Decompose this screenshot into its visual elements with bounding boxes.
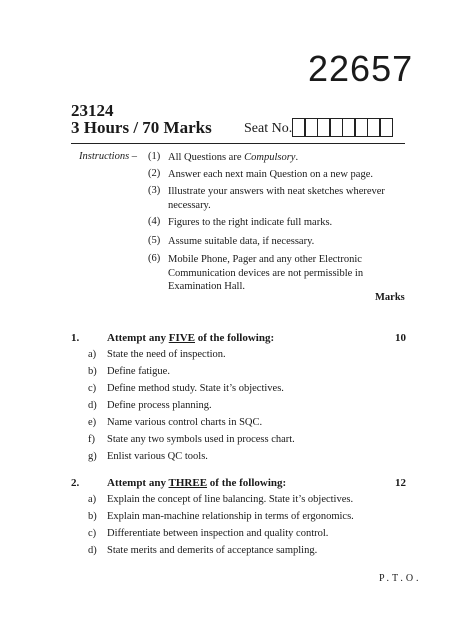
instruction-text: Figures to the right indicate full marks. [168,217,333,228]
sub-question-letter: f) [88,434,95,445]
compulsory-emphasis: Compulsory [244,152,296,163]
question-marks: 12 [395,477,406,489]
instruction-text: Assume suitable data, if necessary. [168,236,315,247]
marks-column-heading: Marks [375,292,405,303]
instruction-text: Mobile Phone, Pager and any other Electronic Communication devices are not permissible in Examination Hall. [168,254,364,292]
instruction-number: (5) [148,235,161,246]
sub-question-letter: g) [88,451,97,462]
sub-question-letter: d) [88,545,97,556]
sub-question-letter: b) [88,511,97,522]
sub-question-letter: a) [88,349,97,360]
sub-question-letter: c) [88,383,97,394]
header-divider [71,143,405,144]
sub-question-text: Explain the concept of line balancing. State it’s objectives. [107,494,354,505]
sub-question-letter: a) [88,494,97,505]
sub-question-text: Name various control charts in SQC. [107,417,263,428]
sub-question-text: State the need of inspection. [107,349,226,360]
instruction-text: All Questions are Compulsory. [168,152,299,163]
question-title: Attempt any THREE of the following: [107,477,287,489]
sub-question-text: Enlist various QC tools. [107,451,208,462]
duration-marks: 3 Hours / 70 Marks [71,118,212,137]
sub-question-letter: e) [88,417,97,428]
question-number: 2. [71,477,80,489]
subject-code: 23124 [71,101,114,120]
question-number: 1. [71,332,80,344]
sub-question-text: State any two symbols used in process chart. [107,434,295,445]
sub-question-text: Define fatigue. [107,366,170,377]
instruction-text: Illustrate your answers with neat sketches wherever necessary. [168,186,385,211]
seat-number-label: Seat No. [244,121,293,136]
sub-question-text: State merits and demerits of acceptance sampling. [107,545,318,556]
sub-question-text: Define process planning. [107,400,212,411]
sub-question-text: Define method study. State it’s objectives. [107,383,284,394]
instruction-number: (4) [148,216,161,227]
sub-question-text: Differentiate between inspection and quality control. [107,528,329,539]
paper-code: 22657 [308,48,414,89]
instructions-label: Instructions – [79,151,138,162]
sub-question-text: Explain man-machine relationship in terms of ergonomics. [107,511,354,522]
sub-question-letter: c) [88,528,97,539]
question-marks: 10 [395,332,406,344]
instruction-text: Answer each next main Question on a new page. [168,169,373,180]
seat-digit-box[interactable] [379,118,393,137]
instruction-number: (1) [148,151,161,162]
sub-question-letter: d) [88,400,97,411]
instruction-number: (6) [148,253,161,264]
question-title: Attempt any FIVE of the following: [107,332,275,344]
please-turn-over: P.T.O. [379,573,422,584]
instruction-number: (3) [148,185,161,196]
seat-number-boxes[interactable] [293,118,393,137]
instruction-number: (2) [148,168,161,179]
sub-question-letter: b) [88,366,97,377]
